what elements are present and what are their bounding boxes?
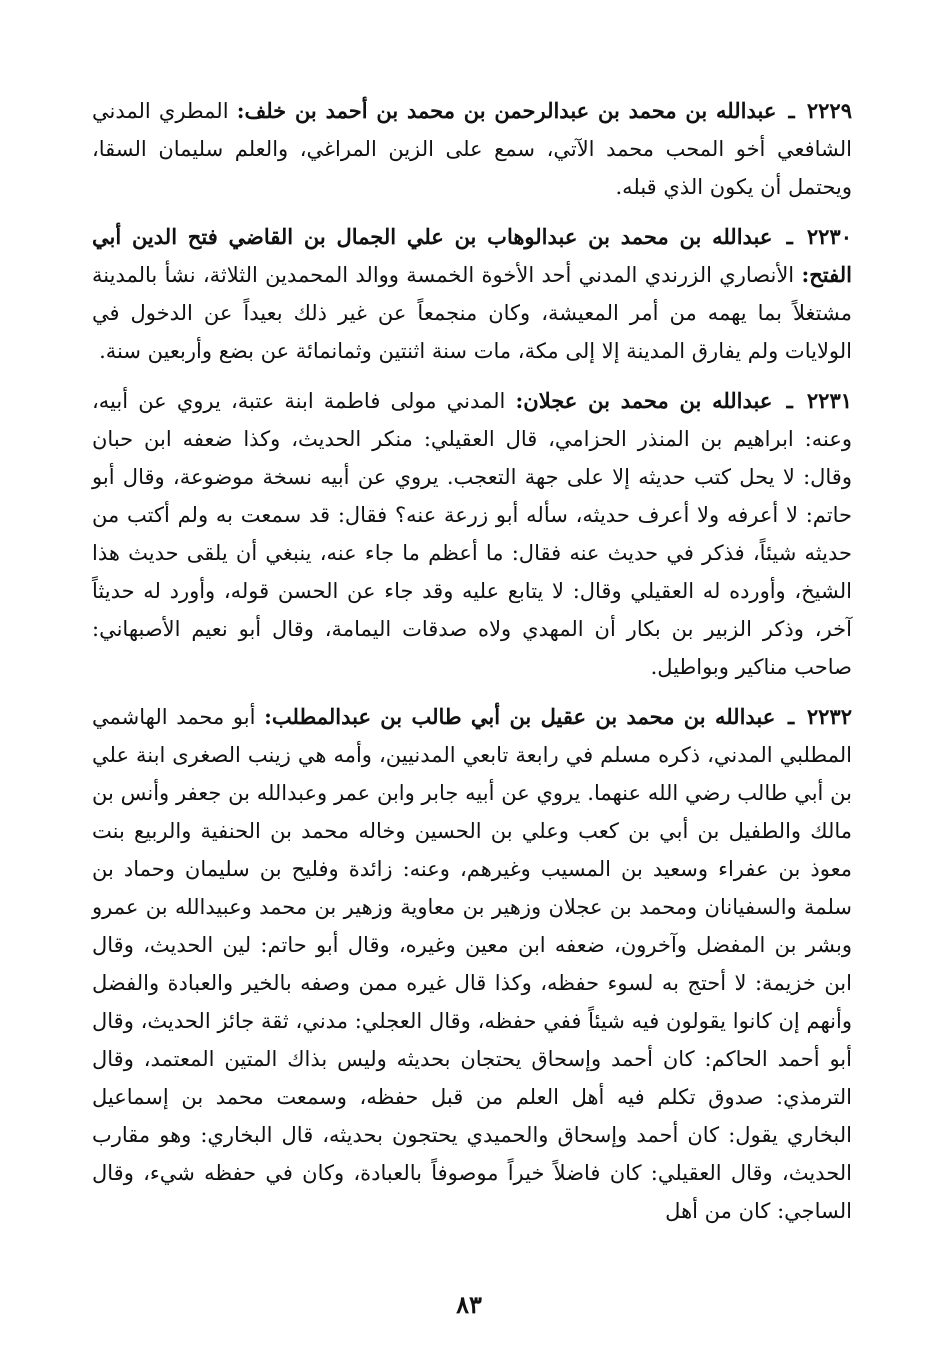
- entry-name: عبدالله بن محمد بن عبدالرحمن بن محمد بن أحمد بن خلف:: [236, 98, 777, 123]
- page-body: [92, 92, 852, 1242]
- entry-text: أبو محمد الهاشمي المطلبي المدني، ذكره مسلم في رابعة تابعي المدنيين، وأمه هي زينب الصغرى ابنة علي بن أبي طالب رضي الله عنهما. يروي عن أبيه جابر وابن عمر وعبدالله بن جعفر وأنس بن مالك والطفيل بن أبي بن كعب وعلي بن الحسين وخاله محمد بن الحنفية والربيع بنت معوذ بن عفراء وسعيد بن المسيب وغيرهم، وعنه: زائدة وفليح بن سليمان وحماد بن سلمة والسفيانان ومحمد بن عجلان وزهير بن معاوية وزهير بن محمد وعبيدالله بن عمرو وبشر بن المفضل وآخرون، ضعفه ابن معين وغيره، وقال أبو حاتم: لين الحديث، وقال ابن خزيمة: لا أحتج به لسوء حفظه، وكذا قال غيره ممن وصفه بالخير والعبادة والفضل وأنهم إن كانوا يقولون فيه شيئاً ففي حفظه، وقال العجلي: مدني، ثقة جائز الحديث، وقال أبو أحمد الحاكم: كان أحمد وإسحاق يحتجان بحديثه وليس بذاك المتين المعتمد، وقال الترمذي: صدوق تكلم فيه أهل العلم من قبل حفظه، وسمعت محمد بن إسماعيل البخاري يقول: كان أحمد وإسحاق والحميدي يحتجون بحديثه، قال البخاري: وهو مقارب الحديث، وقال العقيلي: كان فاضلاً خيراً موصوفاً بالعبادة، وكان في حفظه شيء، وقال الساجي: كان من أهل: [92, 705, 852, 1223]
- entry-text: المطري المدني الشافعي أخو المحب محمد الآتي، سمع على الزين المراغي، والعلم سليمان السقا، ويحتمل أن يكون الذي قبله.: [92, 99, 852, 199]
- entry-dash: ـ: [786, 224, 793, 249]
- entry-dash: ـ: [786, 388, 793, 413]
- page-number: ٨٣: [456, 1290, 482, 1319]
- entry-name: عبدالله بن محمد بن عبدالوهاب بن علي الجمال بن القاضي فتح الدين أبي الفتح:: [92, 224, 852, 287]
- entry-number: ٢٢٣١: [806, 388, 853, 413]
- entry-number: ٢٢٢٩: [806, 98, 852, 123]
- entry-2230: [92, 218, 852, 370]
- entry-text: الأنصاري الزرندي المدني أحد الأخوة الخمسة ووالد المحمدين الثلاثة، نشأ بالمدينة مشتغلاً بما يهمه من أمر المعيشة، وكان منجمعاً عن غير ذلك بعيداً عن الدخول في الولايات ولم يفارق المدينة إلا إلى مكة، مات سنة اثنتين وثمانمائة عن بضع وأربعين سنة.: [92, 263, 852, 363]
- entry-number: ٢٢٣٢: [806, 704, 852, 729]
- entry-name: عبدالله بن محمد بن عجلان:: [515, 388, 773, 413]
- entry-number: ٢٢٣٠: [806, 224, 852, 249]
- entry-2229: [92, 92, 852, 206]
- entry-dash: ـ: [788, 704, 795, 729]
- entry-name: عبدالله بن محمد بن عقيل بن أبي طالب بن عبدالمطلب:: [264, 704, 776, 729]
- entry-2232: [92, 698, 852, 1230]
- entry-2231: [92, 382, 852, 686]
- entry-text: المدني مولى فاطمة ابنة عتبة، يروي عن أبيه، وعنه: ابراهيم بن المنذر الحزامي، قال العقيلي: منكر الحديث، وكذا ضعفه ابن حبان وقال: لا يحل كتب حديثه إلا على جهة التعجب. يروي عن أبيه نسخة موضوعة، وقال أبو حاتم: لا أعرفه ولا أعرف حديثه، سأله أبو زرعة عنه؟ فقال: قد سمعت به ولم أكتب من حديثه شيئاً، فذكر في حديث عنه فقال: ما أعظم ما جاء عنه، ينبغي أن يلقى حديث هذا الشيخ، وأورده له العقيلي وقال: لا يتابع عليه وقد جاء عن الحسن قوله، وأورد له حديثاً آخر، وذكر الزبير بن بكار أن المهدي ولاه صدقات اليمامة، وقال أبو نعيم الأصبهاني: صاحب مناكير وبواطيل.: [92, 389, 852, 679]
- entry-dash: ـ: [788, 98, 795, 123]
